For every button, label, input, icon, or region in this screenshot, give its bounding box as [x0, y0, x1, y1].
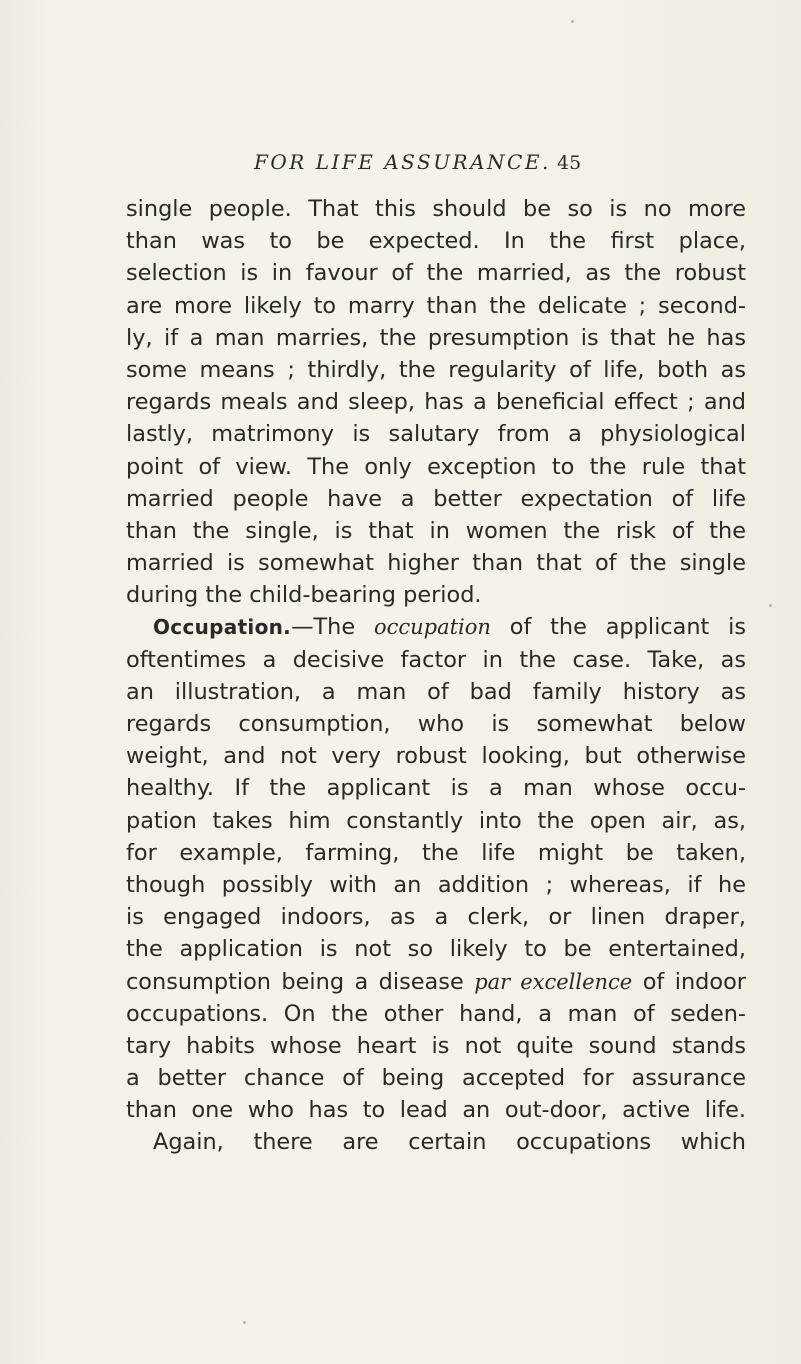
text-line: married people have a better expectation of life	[126, 485, 746, 512]
text-line: lastly, matrimony is salutary from a physiological	[126, 421, 746, 448]
italic-term: occupation	[373, 615, 491, 640]
text-line: point of view. The only exception to the rule that	[126, 453, 746, 480]
text-line: than the single, is that in women the risk of the	[126, 517, 746, 544]
running-title: FOR LIFE ASSURANCE.	[254, 150, 551, 174]
text-line: for example, farming, the life might be taken,	[126, 839, 746, 866]
text-run: of indoor	[642, 968, 746, 995]
paper-speck	[571, 20, 574, 23]
paper-speck	[243, 1321, 246, 1324]
text-line: single people. That this should be so is no more	[126, 196, 746, 222]
text-line: healthy. If the applicant is a man whose occu-	[126, 775, 746, 802]
text-line: during the child-bearing period.	[126, 582, 482, 609]
italic-term: par excellence	[474, 969, 633, 994]
text-line: occupations. On the other hand, a man of seden-	[126, 1000, 746, 1027]
page-number: 45	[557, 152, 582, 174]
text-line: weight, and not very robust looking, but otherwise	[126, 743, 746, 770]
text-line: than was to be expected. In the first place,	[126, 228, 746, 255]
text-line: an illustration, a man of bad family history as	[126, 678, 746, 705]
section-heading: Occupation.	[153, 615, 292, 640]
text-line: tary habits whose heart is not quite sound stands	[126, 1032, 746, 1059]
text-line	[126, 611, 746, 643]
running-head	[0, 150, 801, 180]
text-line	[126, 966, 746, 998]
text-line: pation takes him constantly into the open air, as,	[126, 807, 746, 834]
text-line: are more likely to marry than the delicate ; second-	[126, 292, 746, 319]
text-run: consumption being a disease	[126, 968, 464, 995]
text-run: —The	[291, 614, 356, 641]
paper-speck	[769, 604, 772, 607]
text-run: of the applicant is	[509, 614, 747, 641]
text-line: selection is in favour of the married, as the robust	[126, 260, 746, 287]
text-line: is engaged indoors, as a clerk, or linen draper,	[126, 904, 746, 931]
text-line: regards meals and sleep, has a beneficial effect ; and	[126, 389, 746, 416]
text-line: than one who has to lead an out-door, active life.	[126, 1097, 746, 1124]
body-text	[126, 193, 746, 1159]
text-line: a better chance of being accepted for assurance	[126, 1065, 746, 1092]
text-line: Again, there are certain occupations which	[153, 1129, 746, 1156]
text-line: regards consumption, who is somewhat below	[126, 711, 746, 737]
text-line: ly, if a man marries, the presumption is that he has	[126, 324, 746, 351]
text-line: though possibly with an addition ; whereas, if he	[126, 871, 746, 898]
text-line: oftentimes a decisive factor in the case. Take, as	[126, 646, 746, 673]
text-line: some means ; thirdly, the regularity of life, both as	[126, 356, 746, 383]
text-line: married is somewhat higher than that of the single	[126, 550, 746, 577]
text-line: the application is not so likely to be entertained,	[126, 936, 746, 963]
